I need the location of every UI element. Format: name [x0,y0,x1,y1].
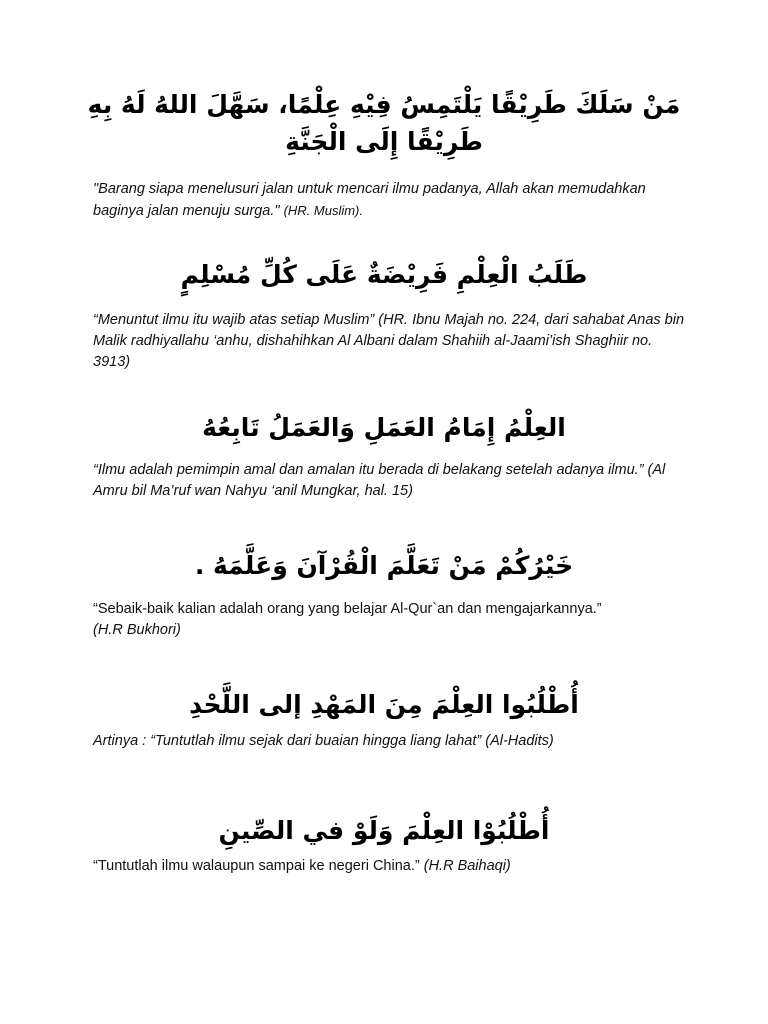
hadith-4-translation [93,599,693,641]
hadith-4-translation-text: “Sebaik-baik kalian adalah orang yang belajar Al-Qur`an dan mengajarkannya.” [93,601,602,617]
hadith-6-translation-text: “Tuntutlah ilmu walaupun sampai ke negeri China.” [93,858,420,874]
hadith-2-translation-text: “Menuntut ilmu itu wajib atas setiap Muslim” (HR. Ibnu Majah no. 224, dari sahabat Anas bin Malik radhiyallahu ‘anhu, dishahihkan Al Albani dalam Shahiih al-Jaami’ish Shaghiir no. 3913) [93,312,685,370]
hadith-1-source: (HR. Muslim). [283,203,363,218]
hadith-5-translation [93,731,693,752]
hadith-6-arabic: أُطْلُبُوْا العِلْمَ وَلَوْ في الصِّينِ [218,816,550,845]
hadith-6-source: (H.R Baihaqi) [423,858,511,874]
hadith-6-translation [93,856,693,877]
hadith-1-translation-text: "Barang siapa menelusuri jalan untuk mencari ilmu padanya, Allah akan memudahkan baginya jalan menuju surga." [93,181,646,219]
hadith-3-translation [93,460,693,502]
hadith-3-translation-text: “Ilmu adalah pemimpin amal dan amalan itu berada di belakang setelah adanya ilmu.” (Al Amru bil Ma’ruf wan Nahyu ‘anil Mungkar, hal. 15) [93,462,666,499]
hadith-2-translation [93,310,693,373]
hadith-4-arabic: خَيْرُكُمْ مَنْ تَعَلَّمَ الْقُرْآنَ وَعَلَّمَهُ . [194,551,574,580]
hadith-3-arabic: العِلْمُ إِمَامُ العَمَلِ وَالعَمَلُ تَابِعُهُ [202,413,566,442]
hadith-5-translation-text: Artinya : “Tuntutlah ilmu sejak dari buaian hingga liang lahat” (Al-Hadits) [93,733,554,749]
hadith-4-source: (H.R Bukhori) [93,622,181,638]
hadith-5-arabic: أُطْلُبُوا العِلْمَ مِنَ المَهْدِ إلى اللَّحْدِ [189,690,579,719]
hadith-1-arabic: مَنْ سَلَكَ طَرِيْقًا يَلْتَمِسُ فِيْهِ عِلْمًا، سَهَّلَ اللهُ لَهُ بِهِ طَرِيْقًا إِلَى الْجَنَّةِ [87,90,681,156]
hadith-1-translation [93,179,693,222]
hadith-2-arabic: طَلَبُ الْعِلْمِ فَرِيْضَةٌ عَلَى كُلِّ مُسْلِمٍ [180,260,588,289]
